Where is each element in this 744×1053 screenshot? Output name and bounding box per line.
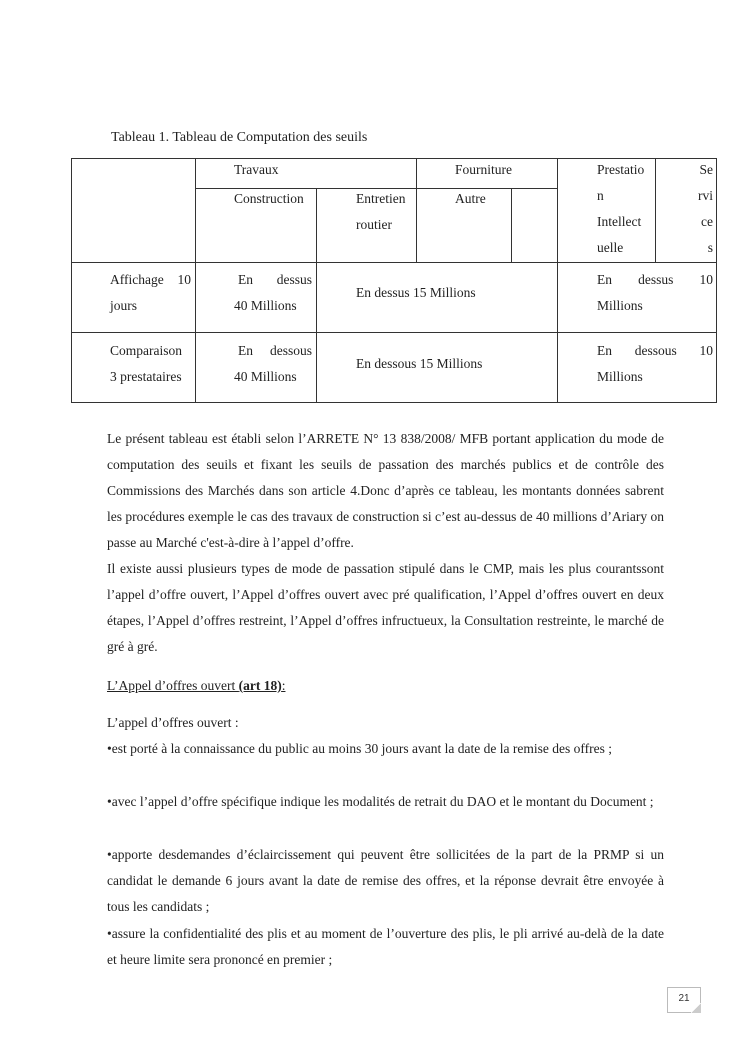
row2-prestation: En dessous 10 Millions [597, 343, 713, 384]
header-travaux: Travaux [234, 162, 279, 177]
header-construction: Construction [234, 191, 304, 206]
page-fold-icon [691, 1003, 701, 1013]
header-services: Se rvi ce s [698, 162, 713, 255]
bullet-item: •apporte desdemandes d’éclaircissement qui peuvent être sollicitées de la part de la PRMP si un candidat le demande 6 jours avant la date de remise des offres, et la réponse devrait être envoyée à tous les candidats ; [107, 847, 664, 914]
bullet-item: •avec l’appel d’offre spécifique indique les modalités de retrait du DAO et le montant du Document ; [107, 794, 654, 809]
page-number: 21 [667, 987, 701, 1013]
bullet-item: •est porté à la connaissance du public au moins 30 jours avant la date de la remise des offres ; [107, 741, 612, 756]
header-prestation-intellectuelle: Prestatio n Intellect uelle [597, 162, 645, 255]
table-caption: Tableau 1. Tableau de Computation des seuils [111, 130, 368, 145]
row2-middle: En dessous 15 Millions [356, 356, 483, 371]
row2-construction: En dessous 40 Millions [234, 343, 312, 384]
section-heading: L’Appel d’offres ouvert (art 18): [107, 678, 286, 693]
threshold-table [71, 158, 717, 403]
paragraph-modes: Il existe aussi plusieurs types de mode de passation stipulé dans le CMP, mais les plus courantssont l’appel d’offre ouvert, l’Appel d’offres ouvert avec pré qualification, l’Appel d’offres ouvert en deux étapes, l’Appel d’offres restreint, l’Appel d’offres infructueux, la Consultation restreinte, le marché de gré à gré. [107, 561, 664, 654]
paragraph-arrete: Le présent tableau est établi selon l’ARRETE N° 13 838/2008/ MFB portant application du mode de computation des seuils et fixant les seuils de passation des marchés publics et de contrôle des Commissions des Marchés dans son article 4.Donc d’après ce tableau, les montants données sabrent les procédures exemple le cas des travaux de construction si c’est au-dessus de 40 millions d’Ariary on passe au Marché c'est-à-dire à l’appel d’offre. [107, 431, 664, 550]
row-label-affichage: Affichage 10 jours [110, 272, 191, 313]
row1-middle: En dessus 15 Millions [356, 285, 476, 300]
header-entretien-routier: Entretien routier [356, 191, 406, 232]
intro-line: L’appel d’offres ouvert : [107, 715, 239, 730]
header-autre: Autre [455, 191, 486, 206]
row-label-comparaison: Comparaison 3 prestataires [110, 343, 182, 384]
row1-prestation: En dessus 10 Millions [597, 272, 713, 313]
header-fourniture: Fourniture [455, 162, 512, 177]
row1-construction: En dessus 40 Millions [234, 272, 312, 313]
bullet-item: •assure la confidentialité des plis et au moment de l’ouverture des plis, le pli arrivé au-delà de la date et heure limite sera prononcé en premier ; [107, 926, 664, 967]
